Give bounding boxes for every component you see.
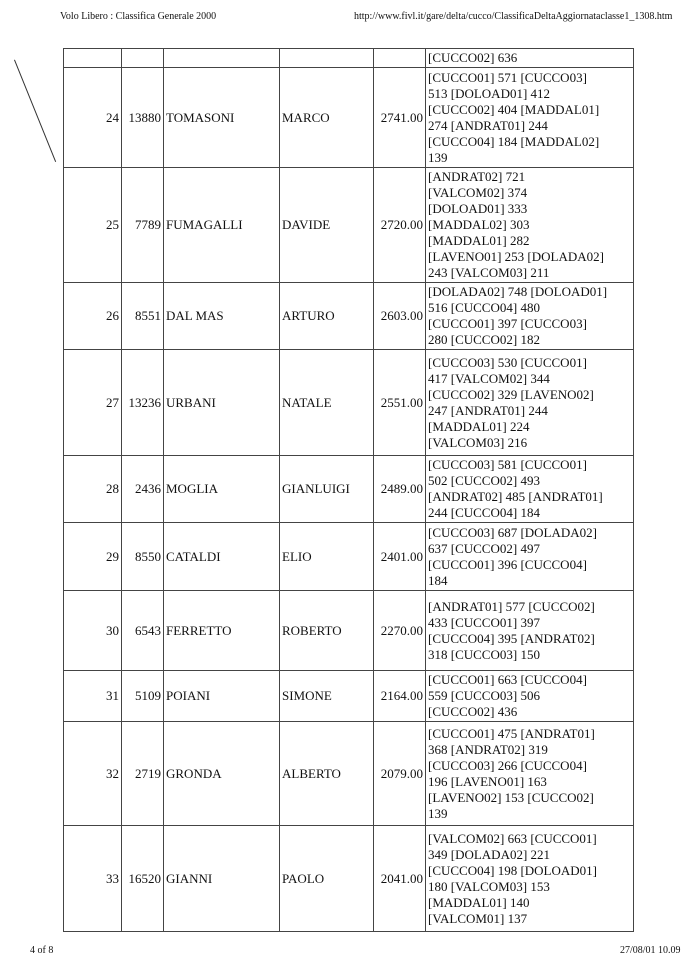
surname-cell: URBANI [164,350,280,456]
classification-table-body [64,49,634,932]
detail-line: [CUCCO03] 581 [CUCCO01] [428,457,587,472]
pilot-id-cell: 2436 [122,456,164,523]
page-number: 4 of 8 [30,945,54,956]
detail-line: [CUCCO01] 397 [CUCCO03] [428,316,587,331]
first-name-cell: MARCO [280,68,374,168]
score-cell: 2270.00 [374,591,426,671]
surname-cell: FUMAGALLI [164,168,280,283]
detail-line: 274 [ANDRAT01] 244 [428,117,548,133]
detail-line: 244 [CUCCO04] 184 [428,505,540,520]
table-row [64,350,634,456]
score-cell: 2079.00 [374,722,426,826]
detail-line: [CUCCO01] 663 [CUCCO04] [428,672,587,687]
detail-cell [426,523,634,591]
surname-cell: DAL MAS [164,283,280,350]
detail-line: [CUCCO01] 396 [CUCCO04] [428,556,587,572]
score-cell: 2041.00 [374,826,426,932]
detail-line: 139 [428,149,448,165]
page-header-title: Volo Libero : Classifica Generale 2000 [60,11,217,22]
detail-line: 196 [LAVENO01] 163 [428,773,547,789]
detail-cell [426,350,634,456]
detail-line: [CUCCO02] 436 [428,704,518,719]
detail-line: [CUCCO02] 329 [LAVENO02] [428,386,594,402]
detail-line: [DOLADA02] 748 [DOLOAD01] [428,284,608,299]
detail-cell [426,68,634,168]
first-name-cell: ROBERTO [280,591,374,671]
detail-cell [426,722,634,826]
detail-line: [DOLOAD01] 333 [428,201,528,216]
table-row [64,523,634,591]
table-row [64,68,634,168]
first-name-cell: GIANLUIGI [280,456,374,523]
detail-line: [ANDRAT02] 485 [ANDRAT01] [428,489,603,504]
position-cell: 30 [64,591,122,671]
pilot-id-cell: 13236 [122,350,164,456]
position-cell: 29 [64,523,122,591]
surname-cell: CATALDI [164,523,280,591]
classification-table [63,48,634,932]
table-row [64,671,634,722]
detail-line: 368 [ANDRAT02] 319 [428,741,548,757]
position-cell: 24 [64,68,122,168]
continued-row [64,49,634,68]
first-name-cell: NATALE [280,350,374,456]
detail-cell [426,826,634,932]
detail-line: [VALCOM01] 137 [428,910,528,926]
detail-line: 417 [VALCOM02] 344 [428,370,550,386]
score-cell: 2720.00 [374,168,426,283]
detail-line: 184 [428,572,448,588]
detail-line: 433 [CUCCO01] 397 [428,614,540,630]
detail-line: 243 [VALCOM03] 211 [428,265,550,280]
detail-line: [ANDRAT02] 721 [428,169,526,184]
surname-cell: FERRETTO [164,591,280,671]
detail-line: [CUCCO01] 571 [CUCCO03] [428,69,587,85]
detail-line: [ANDRAT01] 577 [CUCCO02] [428,598,595,614]
detail-line: [MADDAL01] 140 [428,894,530,910]
detail-cell [426,283,634,350]
position-cell: 27 [64,350,122,456]
detail-line: [CUCCO04] 395 [ANDRAT02] [428,630,595,646]
detail-line: [VALCOM03] 216 [428,434,528,450]
pilot-id-cell: 8550 [122,523,164,591]
score-cell: 2551.00 [374,350,426,456]
detail-line: 516 [CUCCO04] 480 [428,300,540,315]
table-row [64,826,634,932]
detail-line: 247 [ANDRAT01] 244 [428,402,548,418]
detail-line: 637 [CUCCO02] 497 [428,540,540,556]
detail-line: 559 [CUCCO03] 506 [428,688,540,703]
pilot-id-cell: 2719 [122,722,164,826]
table-row [64,591,634,671]
detail-line: 513 [DOLOAD01] 412 [428,85,551,101]
score-cell: 2489.00 [374,456,426,523]
detail-line: [MADDAL02] 303 [428,217,530,232]
score-cell: 2401.00 [374,523,426,591]
first-name-cell: ALBERTO [280,722,374,826]
detail-line: 318 [CUCCO03] 150 [428,646,540,662]
print-timestamp: 27/08/01 10.09 [620,945,681,956]
detail-line: [VALCOM02] 663 [CUCCO01] [428,830,597,846]
detail-cell [426,456,634,523]
table-row [64,456,634,523]
detail-line: [CUCCO02] 404 [MADDAL01] [428,101,600,117]
detail-line: [CUCCO03] 687 [DOLADA02] [428,524,597,540]
pilot-id-cell: 6543 [122,591,164,671]
surname-cell: GRONDA [164,722,280,826]
pilot-id-cell: 13880 [122,68,164,168]
detail-line: [CUCCO04] 198 [DOLOAD01] [428,862,597,878]
detail-line: [MADDAL01] 224 [428,418,530,434]
page-header-url: http://www.fivl.it/gare/delta/cucco/ClassificaDeltaAggiornataclasse1_1308.htm [354,11,673,22]
score-cell: 2741.00 [374,68,426,168]
detail-line: 502 [CUCCO02] 493 [428,473,540,488]
detail-cell [426,168,634,283]
detail-cell [426,591,634,671]
detail-line: 280 [CUCCO02] 182 [428,332,540,347]
detail-line: [LAVENO02] 153 [CUCCO02] [428,789,594,805]
score-cell: 2164.00 [374,671,426,722]
surname-cell: POIANI [164,671,280,722]
table-row [64,722,634,826]
detail-line: 139 [428,805,448,821]
first-name-cell: PAOLO [280,826,374,932]
detail-line: [VALCOM02] 374 [428,185,528,200]
surname-cell: GIANNI [164,826,280,932]
detail-line: 349 [DOLADA02] 221 [428,846,551,862]
detail-line: [LAVENO01] 253 [DOLADA02] [428,249,604,264]
surname-cell: TOMASONI [164,68,280,168]
detail-line: 180 [VALCOM03] 153 [428,878,550,894]
first-name-cell: ELIO [280,523,374,591]
position-cell: 31 [64,671,122,722]
pilot-id-cell: 16520 [122,826,164,932]
detail-line: [CUCCO03] 266 [CUCCO04] [428,757,587,773]
position-cell: 28 [64,456,122,523]
continued-detail-cell [426,49,634,68]
position-cell: 26 [64,283,122,350]
detail-cell [426,671,634,722]
table-row [64,168,634,283]
first-name-cell: SIMONE [280,671,374,722]
detail-line: [CUCCO01] 475 [ANDRAT01] [428,725,595,741]
position-cell: 25 [64,168,122,283]
surname-cell: MOGLIA [164,456,280,523]
detail-line: [CUCCO04] 184 [MADDAL02] [428,133,600,149]
detail-line: [CUCCO02] 636 [428,50,518,65]
score-cell: 2603.00 [374,283,426,350]
pilot-id-cell: 7789 [122,168,164,283]
scan-margin-line [14,60,56,162]
first-name-cell: DAVIDE [280,168,374,283]
position-cell: 32 [64,722,122,826]
table-row [64,283,634,350]
pilot-id-cell: 8551 [122,283,164,350]
pilot-id-cell: 5109 [122,671,164,722]
detail-line: [MADDAL01] 282 [428,233,530,248]
first-name-cell: ARTURO [280,283,374,350]
detail-line: [CUCCO03] 530 [CUCCO01] [428,354,587,370]
position-cell: 33 [64,826,122,932]
